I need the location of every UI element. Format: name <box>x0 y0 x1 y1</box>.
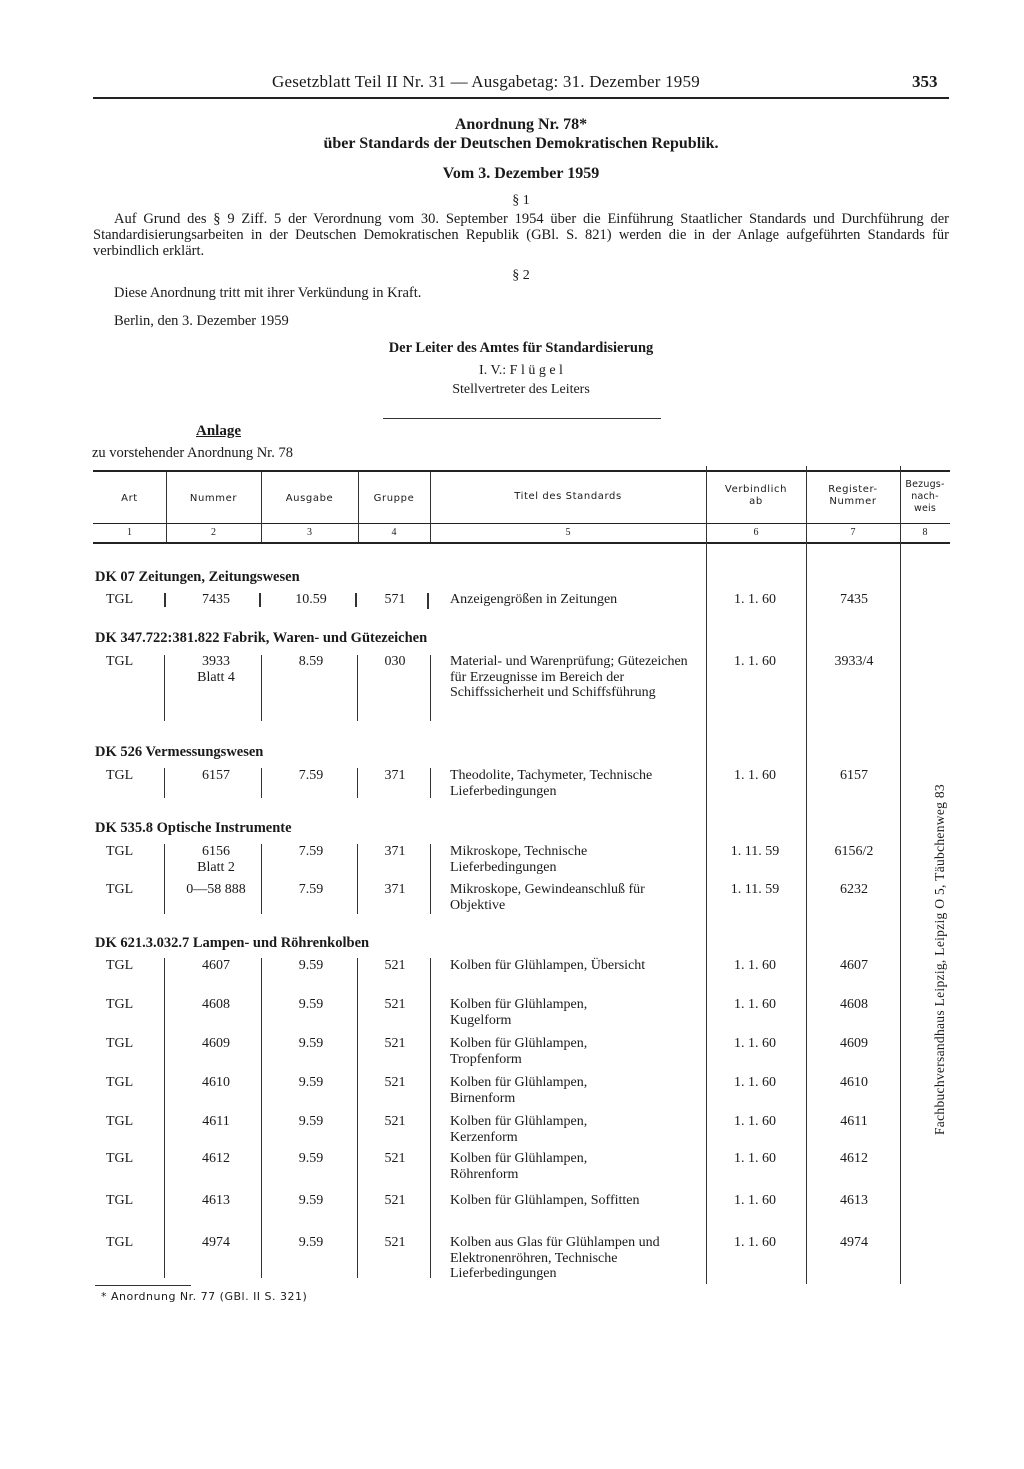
cell-art: TGL <box>106 1193 134 1208</box>
cell-art: TGL <box>106 844 134 859</box>
cell-gruppe: 371 <box>384 844 406 859</box>
cell-register: 4611 <box>840 1114 868 1129</box>
cell-gruppe: 521 <box>384 958 406 973</box>
cell-ausgabe: 9.59 <box>298 1036 324 1051</box>
cell-titel: Theodolite, Tachymeter, Technische Lieferbedingungen <box>450 768 653 799</box>
row-separator <box>430 958 431 1278</box>
cell-verbindlich: 1. 11. 59 <box>730 882 780 897</box>
header-bezug-line2: nach- <box>911 491 939 502</box>
section-2-heading: § 2 <box>512 268 530 283</box>
cell-register: 4974 <box>840 1235 868 1250</box>
signer-organization: Der Leiter des Amtes für Standardisierung <box>388 340 654 356</box>
group-heading: DK 347.722:381.822 Fabrik, Waren- und Gütezeichen <box>95 630 428 646</box>
annex-subtitle: zu vorstehender Anordnung Nr. 78 <box>92 445 293 461</box>
cell-register: 4612 <box>840 1151 868 1166</box>
row-separator <box>427 593 429 609</box>
publisher-side-note: Fachbuchversandhaus Leipzig, Leipzig O 5, Täubchenweg 83 <box>932 784 947 1135</box>
cell-nummer: 6156 <box>202 844 230 859</box>
cell-verbindlich: 1. 11. 59 <box>730 844 780 859</box>
cell-verbindlich: 1. 1. 60 <box>734 958 776 973</box>
cell-nummer: 4607 <box>202 958 230 973</box>
header-register <box>806 484 900 508</box>
cell-verbindlich: 1. 1. 60 <box>734 1075 776 1090</box>
cell-verbindlich: 1. 1. 60 <box>734 1193 776 1208</box>
cell-nummer: 4608 <box>202 997 230 1012</box>
header-bezug <box>900 479 950 515</box>
cell-gruppe: 571 <box>384 592 406 607</box>
cell-titel: Kolben für Glühlampen, Röhrenform <box>450 1151 588 1182</box>
cell-art: TGL <box>106 1036 134 1051</box>
signature-divider <box>383 418 661 419</box>
cell-gruppe: 521 <box>384 1036 406 1051</box>
cell-gruppe: 371 <box>384 882 406 897</box>
group-heading: DK 526 Vermessungswesen <box>95 744 264 760</box>
row-separator <box>261 768 262 798</box>
cell-nummer-sheet: Blatt 2 <box>197 860 235 875</box>
signer-role: Stellvertreter des Leiters <box>452 382 590 397</box>
ordinance-date: Vom 3. Dezember 1959 <box>442 165 600 182</box>
cell-register: 6232 <box>840 882 868 897</box>
section-2-text: Diese Anordnung tritt mit ihrer Verkündung in Kraft. <box>114 285 422 301</box>
cell-art: TGL <box>106 1075 134 1090</box>
cell-nummer: 4613 <box>202 1193 230 1208</box>
cell-titel: Kolben für Glühlampen, Kerzenform <box>450 1114 588 1145</box>
section-1-text: Auf Grund des § 9 Ziff. 5 der Verordnung vom 30. September 1954 über die Einführung Staatlicher Standards und Durchführung der Standardisierungsarbeiten in der Deutschen Demokratischen Republik (GBl. S. 821) werden die in der Anlage aufgeführten Standards für verbindlich erklärt. <box>93 211 949 259</box>
row-separator <box>357 844 358 914</box>
table-number-rule <box>93 542 950 544</box>
annex-title: Anlage <box>196 423 241 439</box>
group-heading: DK 07 Zeitungen, Zeitungswesen <box>95 569 300 585</box>
cell-gruppe: 030 <box>384 654 406 669</box>
col-number: 7 <box>850 527 856 538</box>
cell-register: 6156/2 <box>834 844 874 859</box>
signer-name: I. V.: F l ü g e l <box>479 363 563 378</box>
place-date: Berlin, den 3. Dezember 1959 <box>114 313 289 329</box>
row-separator <box>261 655 262 721</box>
cell-register: 3933/4 <box>834 654 874 669</box>
cell-gruppe: 371 <box>384 768 406 783</box>
cell-art: TGL <box>106 592 134 607</box>
cell-ausgabe: 7.59 <box>298 844 324 859</box>
cell-verbindlich: 1. 1. 60 <box>734 1235 776 1250</box>
col-divider <box>706 466 707 1284</box>
cell-ausgabe: 9.59 <box>298 1193 324 1208</box>
col-number: 6 <box>753 527 759 538</box>
cell-titel: Mikroskope, Technische Lieferbedingungen <box>450 844 588 875</box>
header-bezug-line1: Bezugs- <box>905 479 945 490</box>
cell-titel: Kolben für Glühlampen, Übersicht <box>450 958 646 973</box>
cell-gruppe: 521 <box>384 1151 406 1166</box>
cell-art: TGL <box>106 768 134 783</box>
cell-verbindlich: 1. 1. 60 <box>734 592 776 607</box>
cell-titel: Kolben für Glühlampen, Tropfenform <box>450 1036 588 1067</box>
cell-verbindlich: 1. 1. 60 <box>734 1151 776 1166</box>
cell-nummer: 3933 <box>202 654 230 669</box>
cell-ausgabe: 7.59 <box>298 882 324 897</box>
footnote-rule <box>95 1285 191 1286</box>
row-separator <box>430 655 431 721</box>
running-header: Gesetzblatt Teil II Nr. 31 — Ausgabetag: 31. Dezember 1959 <box>272 72 700 91</box>
row-separator <box>261 844 262 914</box>
cell-register: 4613 <box>840 1193 868 1208</box>
cell-nummer: 4610 <box>202 1075 230 1090</box>
header-ausgabe: Ausgabe <box>285 493 334 504</box>
cell-gruppe: 521 <box>384 1235 406 1250</box>
col-number: 8 <box>922 527 928 538</box>
header-verbindlich-line1: Verbindlich <box>724 484 788 495</box>
header-bezug-line3: weis <box>913 503 936 514</box>
cell-verbindlich: 1. 1. 60 <box>734 654 776 669</box>
cell-nummer: 0—58 888 <box>186 882 246 897</box>
cell-nummer: 4609 <box>202 1036 230 1051</box>
header-verbindlich <box>706 484 806 508</box>
cell-gruppe: 521 <box>384 997 406 1012</box>
cell-verbindlich: 1. 1. 60 <box>734 768 776 783</box>
cell-verbindlich: 1. 1. 60 <box>734 997 776 1012</box>
row-separator <box>164 593 166 607</box>
footnote: * Anordnung Nr. 77 (GBl. II S. 321) <box>101 1290 308 1303</box>
cell-register: 4607 <box>840 958 868 973</box>
row-separator <box>430 768 431 798</box>
header-register-line1: Register- <box>828 484 878 495</box>
cell-nummer: 4612 <box>202 1151 230 1166</box>
ordinance-title: Anordnung Nr. 78* <box>454 116 588 133</box>
row-separator <box>355 593 357 607</box>
group-heading: DK 535.8 Optische Instrumente <box>95 820 292 836</box>
col-divider <box>806 466 807 1284</box>
col-number: 2 <box>211 527 216 538</box>
cell-art: TGL <box>106 1235 134 1250</box>
header-art: Art <box>121 493 138 504</box>
header-nummer: Nummer <box>189 493 238 504</box>
header-rule <box>93 97 949 99</box>
col-number: 1 <box>127 527 132 538</box>
row-separator <box>164 958 165 1278</box>
cell-titel: Kolben für Glühlampen, Soffitten <box>450 1193 640 1208</box>
cell-register: 4608 <box>840 997 868 1012</box>
header-titel: Titel des Standards <box>514 491 622 502</box>
cell-nummer: 4974 <box>202 1235 230 1250</box>
row-separator <box>164 844 165 914</box>
cell-titel: Material- und Warenprüfung; Gütezeichen für Erzeugnisse im Bereich der Schiffssicherheit und Schiffsführung <box>450 654 688 700</box>
row-separator <box>357 768 358 798</box>
cell-ausgabe: 9.59 <box>298 997 324 1012</box>
row-separator <box>164 655 165 721</box>
row-separator <box>164 768 165 798</box>
cell-nummer: 6157 <box>202 768 230 783</box>
cell-ausgabe: 7.59 <box>298 768 324 783</box>
cell-nummer: 4611 <box>202 1114 230 1129</box>
cell-art: TGL <box>106 1151 134 1166</box>
page-number: 353 <box>912 72 938 91</box>
cell-register: 4610 <box>840 1075 868 1090</box>
cell-verbindlich: 1. 1. 60 <box>734 1036 776 1051</box>
col-number: 3 <box>307 527 312 538</box>
cell-art: TGL <box>106 958 134 973</box>
group-heading: DK 621.3.032.7 Lampen- und Röhrenkolben <box>95 935 370 951</box>
col-divider <box>900 466 901 1284</box>
cell-ausgabe: 9.59 <box>298 958 324 973</box>
cell-art: TGL <box>106 654 134 669</box>
cell-titel: Anzeigengrößen in Zeitungen <box>450 592 618 607</box>
cell-ausgabe: 9.59 <box>298 1075 324 1090</box>
cell-ausgabe: 10.59 <box>295 592 327 607</box>
row-separator <box>357 958 358 1278</box>
ordinance-subtitle: über Standards der Deutschen Demokratischen Republik. <box>323 135 719 152</box>
cell-nummer-sheet: Blatt 4 <box>197 670 235 685</box>
table-header-rule <box>93 523 950 524</box>
row-separator <box>357 655 358 721</box>
cell-register: 4609 <box>840 1036 868 1051</box>
cell-register: 7435 <box>840 592 868 607</box>
row-separator <box>261 958 262 1278</box>
cell-ausgabe: 9.59 <box>298 1151 324 1166</box>
cell-gruppe: 521 <box>384 1193 406 1208</box>
header-register-line2: Nummer <box>829 496 877 507</box>
cell-titel: Mikroskope, Gewindeanschluß für Objektive <box>450 882 645 913</box>
cell-titel: Kolben für Glühlampen, Kugelform <box>450 997 588 1028</box>
row-separator <box>430 844 431 914</box>
table-top-rule <box>93 470 950 472</box>
cell-verbindlich: 1. 1. 60 <box>734 1114 776 1129</box>
cell-titel: Kolben für Glühlampen, Birnenform <box>450 1075 588 1106</box>
cell-art: TGL <box>106 1114 134 1129</box>
cell-register: 6157 <box>840 768 868 783</box>
col-number: 4 <box>391 527 397 538</box>
cell-ausgabe: 8.59 <box>298 654 324 669</box>
cell-nummer: 7435 <box>202 592 230 607</box>
cell-ausgabe: 9.59 <box>298 1114 324 1129</box>
cell-ausgabe: 9.59 <box>298 1235 324 1250</box>
header-verbindlich-line2: ab <box>749 496 763 507</box>
section-1-heading: § 1 <box>512 193 530 208</box>
row-separator <box>259 593 261 607</box>
cell-gruppe: 521 <box>384 1114 406 1129</box>
cell-gruppe: 521 <box>384 1075 406 1090</box>
cell-art: TGL <box>106 997 134 1012</box>
header-gruppe: Gruppe <box>373 493 415 504</box>
cell-titel: Kolben aus Glas für Glühlampen und Elektronenröhren, Technische Lieferbedingungen <box>450 1235 660 1281</box>
col-number: 5 <box>565 527 571 538</box>
cell-art: TGL <box>106 882 134 897</box>
